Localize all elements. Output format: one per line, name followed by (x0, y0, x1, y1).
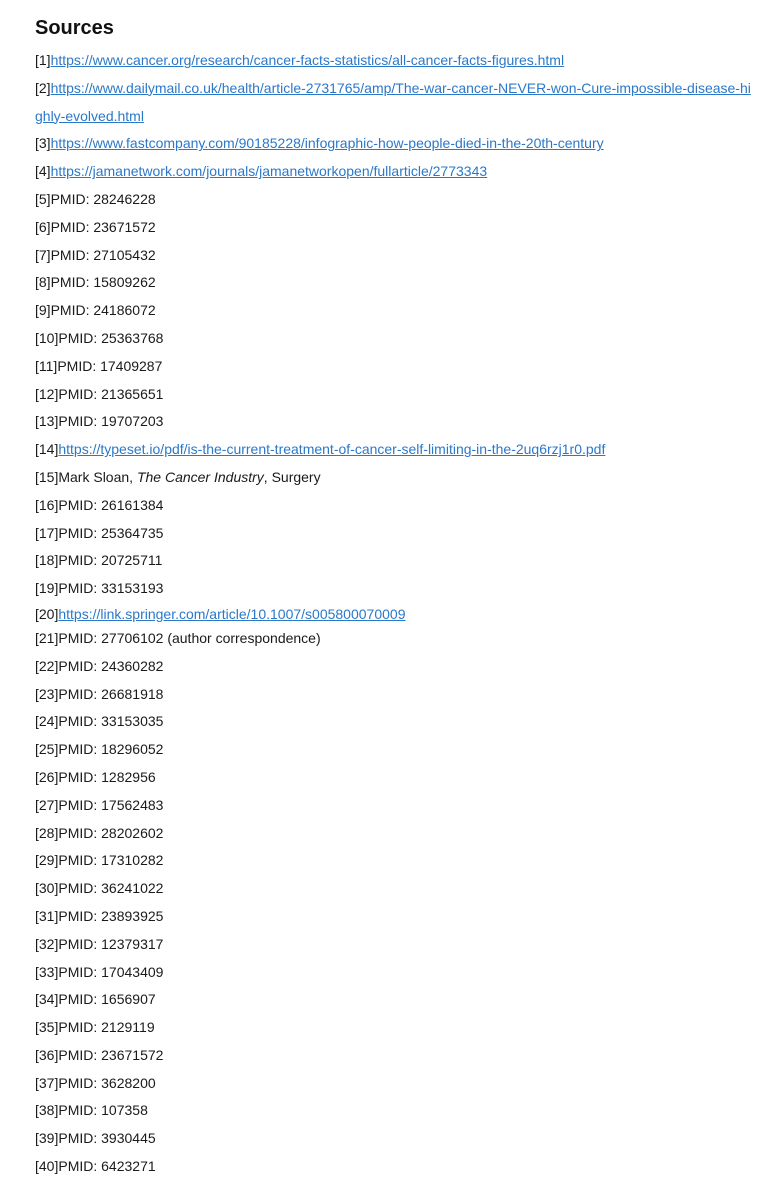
source-text: PMID: 25363768 (58, 329, 164, 346)
source-text: PMID: 3628200 (58, 1074, 156, 1091)
source-item (35, 708, 758, 736)
source-item (35, 242, 758, 270)
source-text: PMID: 20725711 (58, 552, 163, 569)
source-text: PMID: 26161384 (58, 496, 164, 513)
source-text: PMID: 15809262 (50, 274, 156, 291)
source-text: PMID: 26681918 (58, 685, 164, 702)
source-text: PMID: 17562483 (58, 796, 164, 813)
source-text: PMID: 33153193 (58, 580, 164, 597)
source-item (35, 1070, 758, 1098)
source-item (35, 381, 758, 409)
source-link[interactable]: https://link.springer.com/article/10.1007/s005800070009 (58, 605, 406, 622)
source-text: PMID: 23671572 (58, 1046, 164, 1063)
source-text: PMID: 27105432 (50, 246, 156, 263)
source-text: PMID: 107358 (58, 1102, 148, 1119)
source-number: [11] (35, 357, 58, 374)
source-number: [36] (35, 1046, 59, 1063)
source-text: PMID: 21365651 (58, 385, 164, 402)
source-number: [4] (35, 163, 51, 180)
source-item (35, 792, 758, 820)
source-item (35, 1014, 758, 1042)
source-text: PMID: 23893925 (58, 907, 164, 924)
source-text: PMID: 2129119 (58, 1019, 155, 1036)
source-number: [16] (35, 496, 59, 513)
source-item (35, 130, 758, 158)
source-item (35, 353, 758, 381)
source-number: [13] (35, 413, 59, 430)
source-text: PMID: 27706102 (author correspondence) (58, 629, 321, 646)
source-number: [3] (35, 135, 51, 152)
source-item (35, 603, 758, 625)
source-item (35, 1153, 758, 1181)
source-text: PMID: 33153035 (58, 713, 164, 730)
sources-list (35, 47, 758, 1181)
source-item (35, 186, 758, 214)
source-number: [24] (35, 713, 59, 730)
source-item (35, 408, 758, 436)
source-number: [22] (35, 657, 59, 674)
source-text: PMID: 28202602 (58, 824, 164, 841)
source-text: PMID: 19707203 (58, 413, 164, 430)
source-number: [17] (35, 524, 59, 541)
source-number: [32] (35, 935, 59, 952)
source-number: [12] (35, 385, 59, 402)
source-item (35, 931, 758, 959)
source-number: [20] (35, 605, 59, 622)
source-item (35, 820, 758, 848)
source-item (35, 1042, 758, 1070)
source-number: [38] (35, 1102, 59, 1119)
source-item (35, 158, 758, 186)
source-number: [35] (35, 1019, 59, 1036)
source-item (35, 1097, 758, 1125)
source-number: [34] (35, 991, 59, 1008)
source-number: [27] (35, 796, 59, 813)
source-item (35, 269, 758, 297)
source-number: [15] (35, 468, 59, 485)
source-text: PMID: 6423271 (58, 1158, 156, 1175)
source-text: PMID: 36241022 (58, 880, 164, 897)
source-item (35, 297, 758, 325)
source-number: [9] (35, 302, 51, 319)
source-link[interactable]: https://www.fastcompany.com/90185228/infographic-how-people-died-in-the-20th-century (50, 135, 604, 152)
source-item (35, 214, 758, 242)
source-number: [14] (35, 441, 59, 458)
source-details: , Surgery (263, 468, 321, 485)
source-link[interactable]: https://www.cancer.org/research/cancer-facts-statistics/all-cancer-facts-figures.html (50, 52, 565, 68)
source-number: [7] (35, 246, 51, 263)
source-item (35, 575, 758, 603)
source-text: PMID: 1282956 (58, 768, 156, 785)
source-text: PMID: 24186072 (50, 302, 156, 319)
source-link[interactable]: https://www.dailymail.co.uk/health/article-2731765/amp/The-war-cancer-NEVER-won-Cure-impossible-disease-highly-evolved.html (35, 79, 751, 124)
source-text: PMID: 17043409 (58, 963, 164, 980)
source-item (35, 986, 758, 1014)
source-text: PMID: 17409287 (57, 357, 163, 374)
source-item (35, 75, 758, 131)
source-number: [8] (35, 274, 51, 291)
source-author: Mark Sloan, (58, 468, 137, 485)
source-text: PMID: 24360282 (58, 657, 164, 674)
source-item (35, 625, 758, 653)
source-text: PMID: 23671572 (50, 218, 156, 235)
source-item (35, 547, 758, 575)
source-number: [2] (35, 79, 51, 96)
source-number: [6] (35, 218, 51, 235)
source-number: [28] (35, 824, 59, 841)
source-text: PMID: 17310282 (58, 852, 164, 869)
source-number: [26] (35, 768, 59, 785)
source-item (35, 959, 758, 987)
source-number: [33] (35, 963, 59, 980)
source-text: PMID: 18296052 (58, 741, 164, 758)
source-item (35, 47, 758, 75)
source-item (35, 764, 758, 792)
source-item (35, 875, 758, 903)
source-book-title: The Cancer Industry (136, 468, 264, 485)
source-item (35, 681, 758, 709)
source-number: [40] (35, 1158, 59, 1175)
source-text: PMID: 12379317 (58, 935, 164, 952)
source-text: PMID: 1656907 (58, 991, 156, 1008)
source-item (35, 903, 758, 931)
source-item (35, 736, 758, 764)
source-item (35, 436, 758, 464)
source-number: [23] (35, 685, 59, 702)
source-text: PMID: 25364735 (58, 524, 164, 541)
source-number: [10] (35, 329, 59, 346)
source-text: PMID: 28246228 (50, 190, 156, 207)
source-text: PMID: 3930445 (58, 1130, 156, 1147)
source-item (35, 847, 758, 875)
source-number: [18] (35, 552, 59, 569)
source-number: [31] (35, 907, 59, 924)
source-number: [30] (35, 880, 59, 897)
sources-heading: Sources (35, 17, 114, 39)
source-item (35, 325, 758, 353)
source-number: [39] (35, 1130, 59, 1147)
source-link[interactable]: https://typeset.io/pdf/is-the-current-treatment-of-cancer-self-limiting-in-the-2uq6rzj1r0.pdf (58, 441, 606, 458)
source-number: [37] (35, 1074, 59, 1091)
source-item (35, 464, 758, 492)
source-number: [19] (35, 580, 59, 597)
source-item (35, 520, 758, 548)
source-number: [1] (35, 52, 51, 68)
source-item (35, 492, 758, 520)
source-number: [25] (35, 741, 59, 758)
source-number: [21] (35, 629, 59, 646)
source-item (35, 1125, 758, 1153)
source-item (35, 653, 758, 681)
source-number: [29] (35, 852, 59, 869)
source-number: [5] (35, 190, 51, 207)
source-link[interactable]: https://jamanetwork.com/journals/jamanetworkopen/fullarticle/2773343 (50, 163, 488, 180)
